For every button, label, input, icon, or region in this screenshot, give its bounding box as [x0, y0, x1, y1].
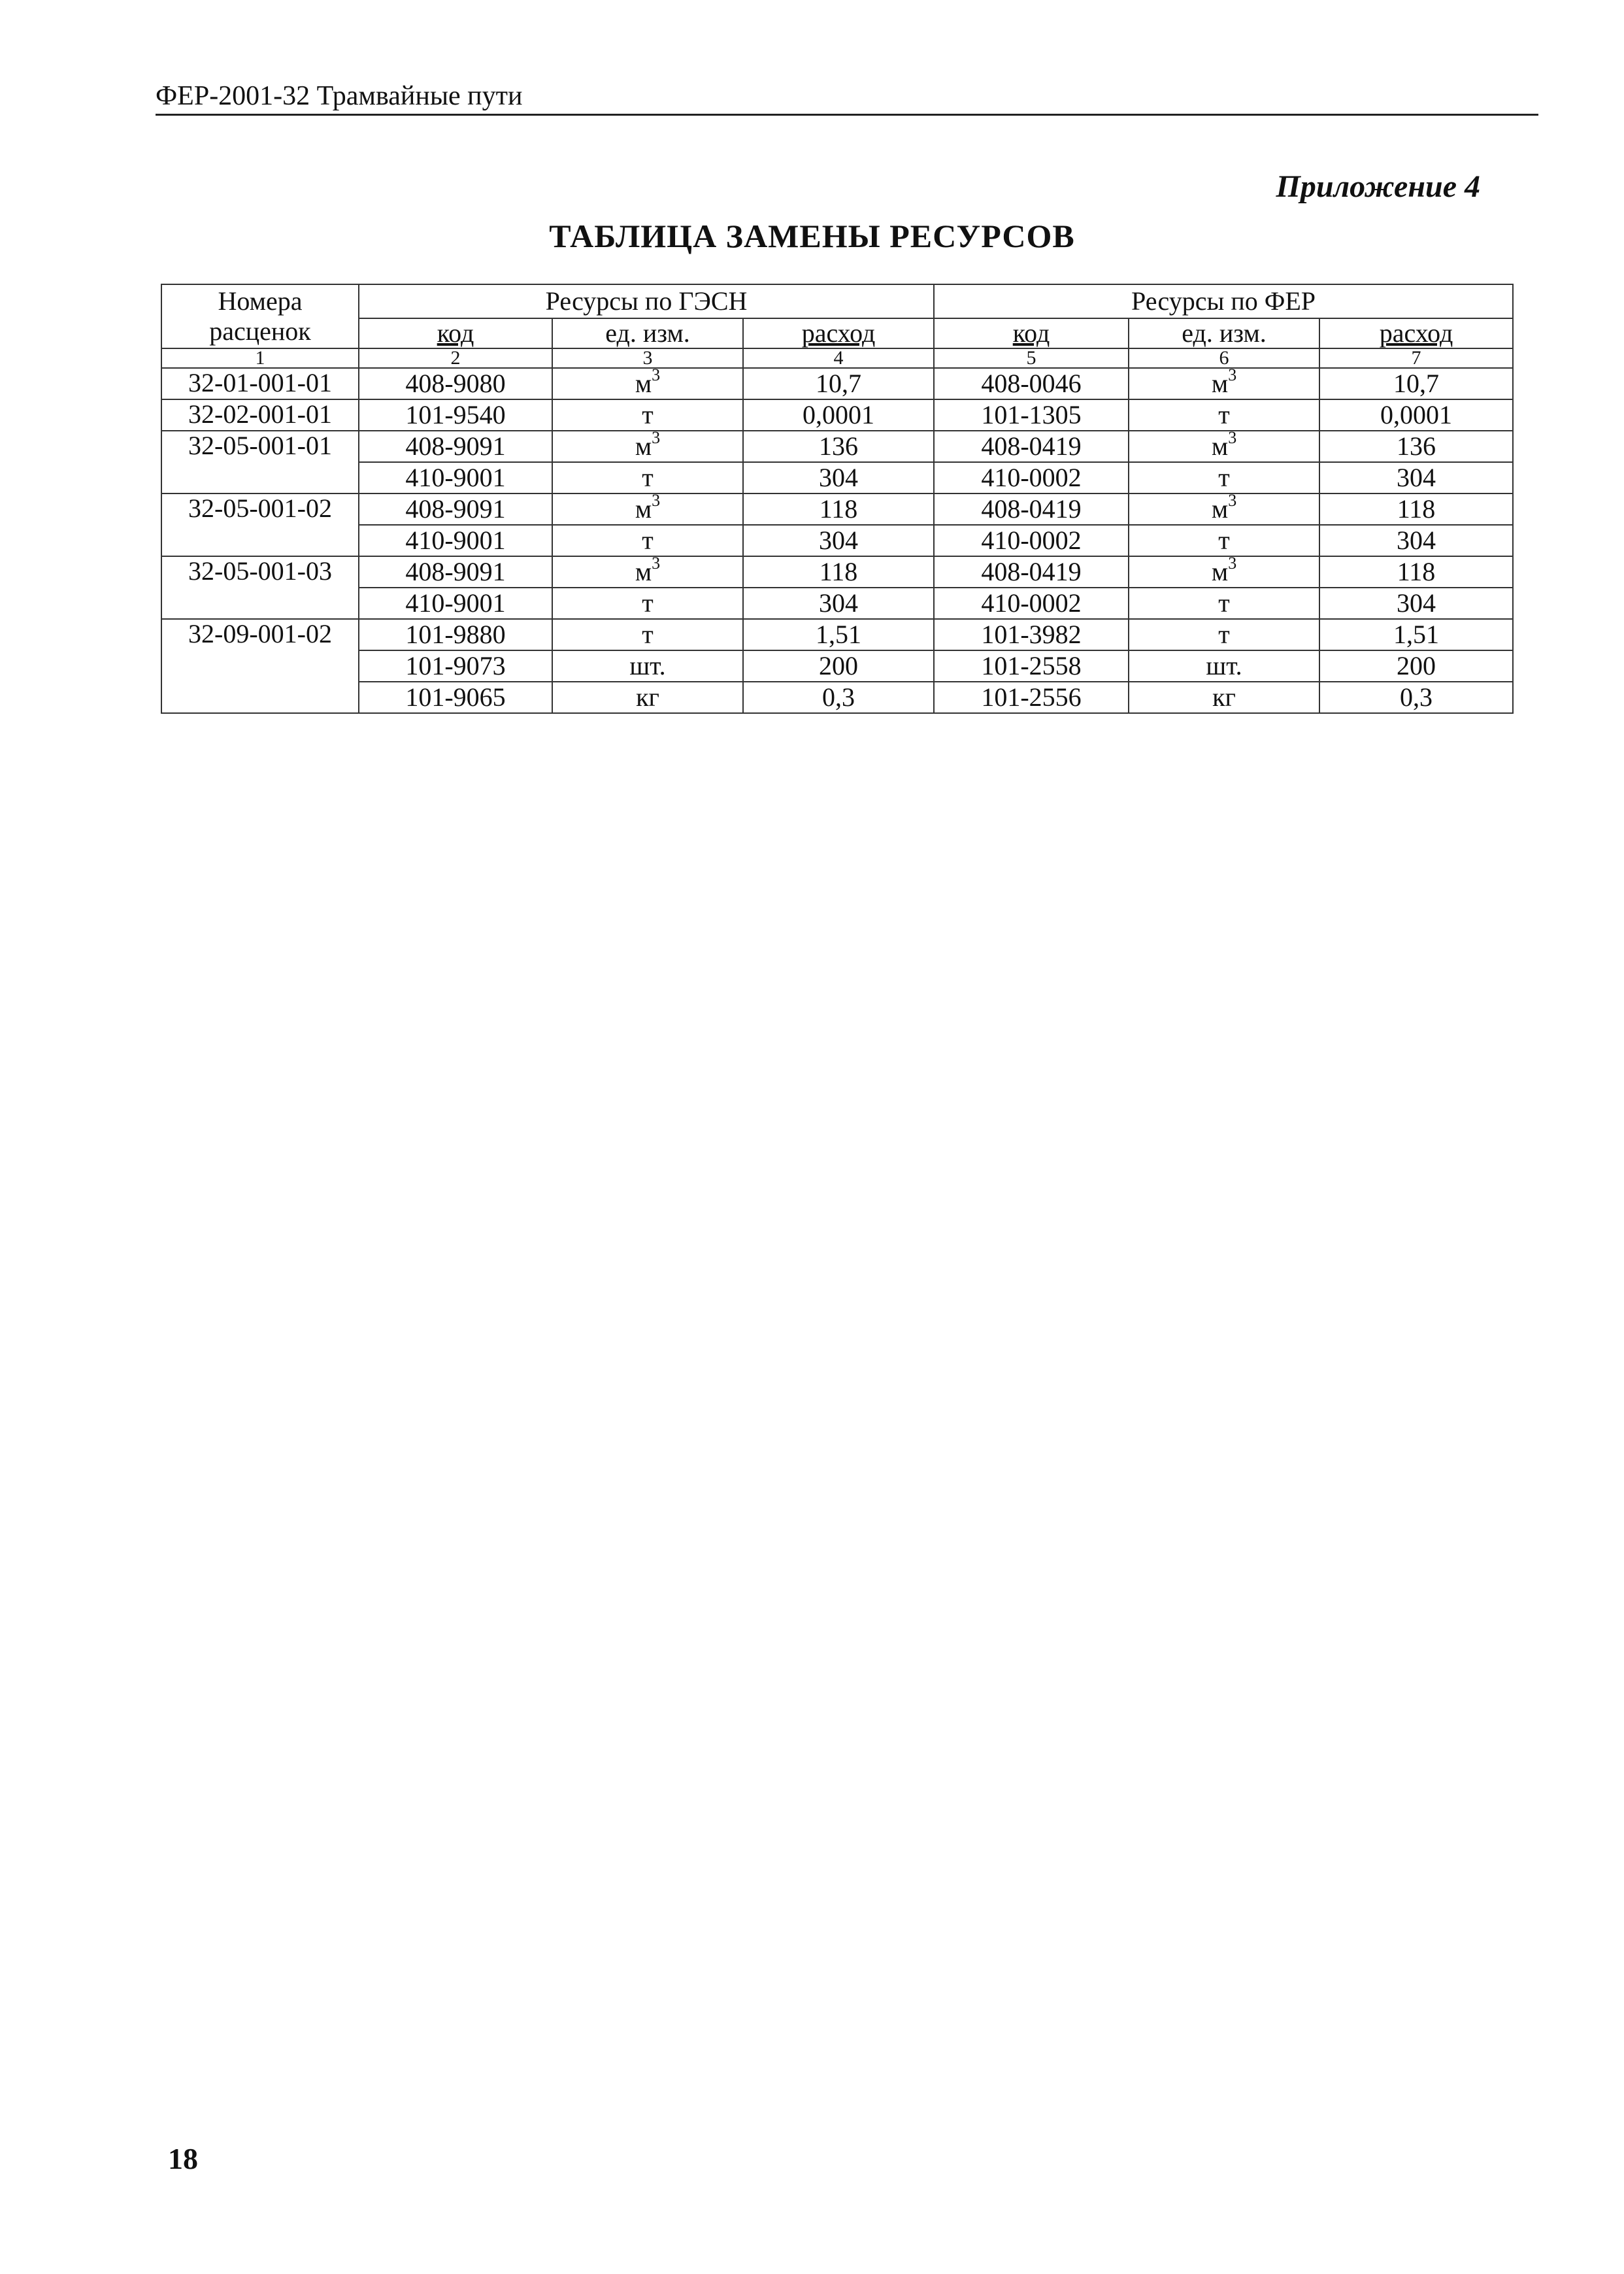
gesn-qty-value: 118 [819, 494, 858, 524]
gesn-code-cell [359, 462, 552, 493]
gesn-code-cell [359, 368, 552, 399]
gesn-qty-value: 0,3 [822, 682, 855, 712]
fer-qty-cell [1319, 462, 1513, 493]
gesn-qty-cell [743, 462, 934, 493]
gesn-unit-cell [552, 525, 743, 556]
table-row [161, 619, 1513, 650]
fer-qty-value: 118 [1397, 557, 1436, 586]
gesn-code-value: 101-9540 [405, 400, 506, 429]
fer-code-cell [934, 525, 1129, 556]
gesn-unit-cell [552, 556, 743, 588]
unit-exponent: 3 [1228, 431, 1237, 447]
rate-number-cell: 32-09-001-02 [161, 619, 359, 713]
fer-unit-value: м [1211, 431, 1229, 461]
gesn-code-cell [359, 682, 552, 713]
gesn-qty-cell [743, 619, 934, 650]
gesn-unit-cell [552, 619, 743, 650]
subheader-fer-unit: ед. изм. [1129, 318, 1319, 348]
fer-code-cell [934, 431, 1129, 462]
fer-unit-cell [1129, 556, 1319, 588]
unit-exponent: 3 [1228, 368, 1237, 384]
gesn-code-cell [359, 399, 552, 431]
fer-unit-cell [1129, 431, 1319, 462]
gesn-qty-value: 118 [819, 557, 858, 586]
table-row [161, 431, 1513, 462]
fer-code-cell [934, 556, 1129, 588]
table-row [161, 588, 1513, 619]
fer-code-value: 408-0419 [981, 431, 1082, 461]
gesn-unit-value: т [642, 588, 654, 618]
rate-number-cell: 32-05-001-03 [161, 556, 359, 619]
fer-code-cell [934, 650, 1129, 682]
fer-qty-value: 1,51 [1393, 620, 1440, 649]
gesn-code-value: 408-9080 [405, 369, 506, 398]
rate-number-cell: 32-02-001-01 [161, 399, 359, 431]
gesn-code-value: 410-9001 [405, 588, 506, 618]
fer-unit-cell [1129, 525, 1319, 556]
gesn-unit-value: кг [636, 682, 659, 712]
gesn-unit-value: т [642, 463, 654, 492]
table-subheader-row [161, 318, 1513, 348]
fer-qty-cell [1319, 682, 1513, 713]
gesn-qty-value: 1,51 [816, 620, 862, 649]
fer-code-value: 408-0419 [981, 557, 1082, 586]
gesn-code-cell [359, 431, 552, 462]
resource-replacement-table [161, 284, 1514, 714]
gesn-qty-value: 304 [819, 463, 859, 492]
gesn-unit-value: м [635, 369, 652, 398]
gesn-unit-cell [552, 682, 743, 713]
fer-unit-value: т [1218, 463, 1230, 492]
fer-unit-cell [1129, 493, 1319, 525]
fer-unit-value: м [1211, 494, 1229, 524]
gesn-qty-value: 10,7 [816, 369, 862, 398]
fer-unit-value: т [1218, 526, 1230, 555]
gesn-code-cell [359, 525, 552, 556]
fer-unit-cell [1129, 650, 1319, 682]
fer-unit-cell [1129, 682, 1319, 713]
rate-number-cell: 32-05-001-01 [161, 431, 359, 493]
gesn-unit-value: т [642, 400, 654, 429]
fer-qty-cell [1319, 493, 1513, 525]
fer-unit-value: м [1211, 557, 1229, 586]
fer-unit-cell [1129, 368, 1319, 399]
fer-code-value: 101-2556 [981, 682, 1082, 712]
document-title: ТАБЛИЦА ЗАМЕНЫ РЕСУРСОВ [549, 218, 1075, 254]
fer-qty-value: 304 [1397, 588, 1436, 618]
unit-exponent: 3 [652, 556, 661, 573]
gesn-qty-value: 0,0001 [803, 400, 875, 429]
fer-qty-cell [1319, 588, 1513, 619]
page-number: 18 [168, 2142, 198, 2175]
table-row [161, 462, 1513, 493]
gesn-code-cell [359, 493, 552, 525]
rate-number-cell: 32-01-001-01 [161, 368, 359, 399]
running-header-title: ФЕР-2001-32 Трамвайные пути [156, 81, 523, 111]
fer-qty-value: 304 [1397, 526, 1436, 555]
fer-qty-value: 118 [1397, 494, 1436, 524]
fer-unit-value: м [1211, 369, 1229, 398]
gesn-code-cell [359, 619, 552, 650]
table-row [161, 399, 1513, 431]
gesn-unit-value: т [642, 620, 654, 649]
gesn-code-value: 101-9073 [405, 651, 506, 680]
header-gesn-resources: Ресурсы по ГЭСН [359, 284, 934, 318]
fer-qty-cell [1319, 525, 1513, 556]
table-row [161, 682, 1513, 713]
gesn-qty-value: 200 [819, 651, 859, 680]
fer-qty-cell [1319, 431, 1513, 462]
gesn-qty-cell [743, 650, 934, 682]
unit-exponent: 3 [1228, 493, 1237, 510]
fer-unit-value: кг [1212, 682, 1236, 712]
gesn-qty-cell [743, 525, 934, 556]
gesn-qty-value: 304 [819, 526, 859, 555]
gesn-qty-cell [743, 682, 934, 713]
gesn-qty-cell [743, 399, 934, 431]
fer-qty-value: 10,7 [1393, 369, 1440, 398]
fer-code-cell [934, 682, 1129, 713]
fer-code-value: 408-0046 [981, 369, 1082, 398]
fer-code-value: 410-0002 [981, 588, 1082, 618]
running-header [156, 78, 1538, 116]
gesn-unit-cell [552, 493, 743, 525]
table-row [161, 556, 1513, 588]
fer-code-value: 101-2558 [981, 651, 1082, 680]
fer-unit-cell [1129, 399, 1319, 431]
fer-unit-cell [1129, 588, 1319, 619]
unit-exponent: 3 [652, 493, 661, 510]
column-number: 3 [552, 348, 743, 368]
gesn-code-value: 101-9880 [405, 620, 506, 649]
gesn-unit-cell [552, 650, 743, 682]
table-row [161, 650, 1513, 682]
gesn-code-value: 410-9001 [405, 526, 506, 555]
subheader-gesn-unit: ед. изм. [552, 318, 743, 348]
fer-code-value: 410-0002 [981, 526, 1082, 555]
fer-qty-cell [1319, 399, 1513, 431]
gesn-unit-cell [552, 399, 743, 431]
fer-unit-cell [1129, 619, 1319, 650]
subheader-fer-qty: расход [1319, 318, 1513, 348]
fer-unit-value: т [1218, 588, 1230, 618]
fer-qty-cell [1319, 368, 1513, 399]
fer-code-value: 410-0002 [981, 463, 1082, 492]
subheader-fer-code: код [934, 318, 1129, 348]
fer-code-cell [934, 399, 1129, 431]
column-number: 2 [359, 348, 552, 368]
header-rate-numbers: Номера расценок [161, 284, 359, 348]
table-body [161, 368, 1513, 713]
gesn-unit-cell [552, 368, 743, 399]
fer-code-value: 408-0419 [981, 494, 1082, 524]
gesn-code-cell [359, 650, 552, 682]
gesn-qty-cell [743, 368, 934, 399]
fer-code-cell [934, 493, 1129, 525]
header-fer-resources: Ресурсы по ФЕР [934, 284, 1513, 318]
gesn-unit-value: шт. [629, 651, 666, 680]
gesn-code-cell [359, 556, 552, 588]
gesn-unit-cell [552, 588, 743, 619]
fer-qty-cell [1319, 650, 1513, 682]
gesn-unit-cell [552, 431, 743, 462]
fer-qty-value: 0,3 [1400, 682, 1433, 712]
fer-code-value: 101-1305 [981, 400, 1082, 429]
table-row [161, 493, 1513, 525]
fer-code-cell [934, 588, 1129, 619]
table-header-row [161, 284, 1513, 318]
gesn-code-value: 101-9065 [405, 682, 506, 712]
gesn-unit-value: м [635, 494, 652, 524]
column-number-row [161, 348, 1513, 368]
gesn-code-value: 410-9001 [405, 463, 506, 492]
unit-exponent: 3 [652, 431, 661, 447]
gesn-qty-cell [743, 588, 934, 619]
rate-number-cell: 32-05-001-02 [161, 493, 359, 556]
gesn-unit-value: т [642, 526, 654, 555]
appendix-label: Приложение 4 [1276, 169, 1480, 204]
gesn-code-cell [359, 588, 552, 619]
unit-exponent: 3 [652, 368, 661, 384]
fer-qty-value: 0,0001 [1380, 400, 1453, 429]
gesn-unit-value: м [635, 431, 652, 461]
gesn-qty-cell [743, 556, 934, 588]
gesn-code-value: 408-9091 [405, 431, 506, 461]
unit-exponent: 3 [1228, 556, 1237, 573]
column-number: 6 [1129, 348, 1319, 368]
fer-qty-cell [1319, 619, 1513, 650]
fer-code-cell [934, 462, 1129, 493]
fer-code-value: 101-3982 [981, 620, 1082, 649]
fer-qty-value: 200 [1397, 651, 1436, 680]
fer-unit-value: шт. [1206, 651, 1242, 680]
fer-qty-cell [1319, 556, 1513, 588]
fer-code-cell [934, 619, 1129, 650]
fer-qty-value: 304 [1397, 463, 1436, 492]
fer-unit-value: т [1218, 400, 1230, 429]
fer-unit-value: т [1218, 620, 1230, 649]
column-number: 7 [1319, 348, 1513, 368]
fer-code-cell [934, 368, 1129, 399]
fer-unit-cell [1129, 462, 1319, 493]
gesn-unit-cell [552, 462, 743, 493]
gesn-unit-value: м [635, 557, 652, 586]
fer-qty-value: 136 [1397, 431, 1436, 461]
gesn-code-value: 408-9091 [405, 494, 506, 524]
gesn-code-value: 408-9091 [405, 557, 506, 586]
column-number: 5 [934, 348, 1129, 368]
gesn-qty-value: 304 [819, 588, 859, 618]
subheader-gesn-qty: расход [743, 318, 934, 348]
column-number: 4 [743, 348, 934, 368]
column-number: 1 [161, 348, 359, 368]
gesn-qty-value: 136 [819, 431, 859, 461]
table-row [161, 525, 1513, 556]
table-row [161, 368, 1513, 399]
gesn-qty-cell [743, 431, 934, 462]
gesn-qty-cell [743, 493, 934, 525]
subheader-gesn-code: код [359, 318, 552, 348]
